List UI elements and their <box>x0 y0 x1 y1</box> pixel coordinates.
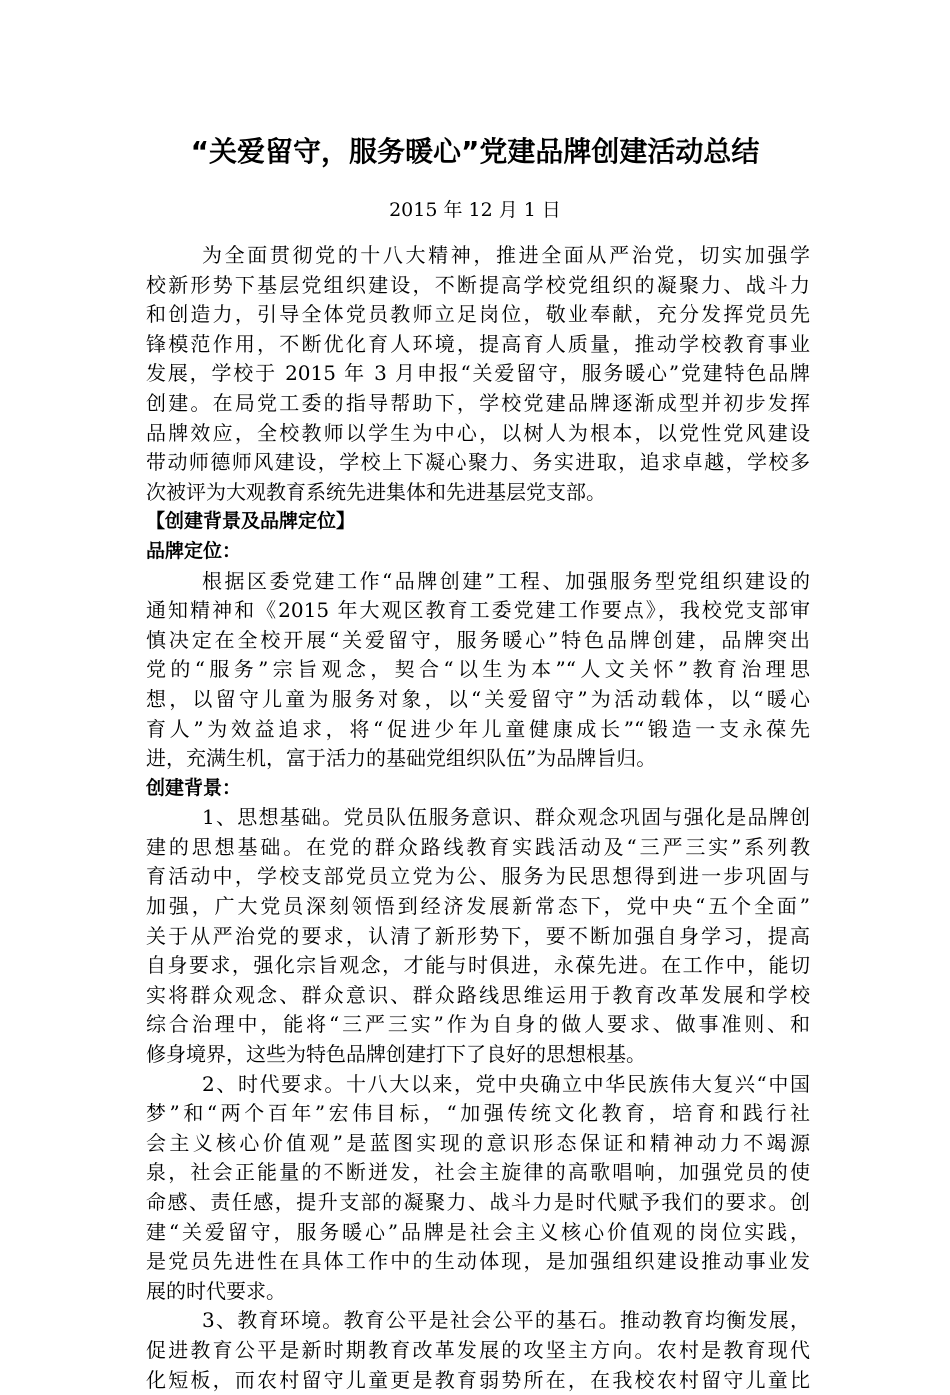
section-heading: 品牌定位： <box>146 539 242 562</box>
body-text-line: 党的“服务”宗旨观念，契合“以生为本”“人文关怀”教育治理思 <box>146 657 810 682</box>
body-text-line: 是党员先进性在具体工作中的生动体现，是加强组织建设推动事业发 <box>146 1249 810 1274</box>
body-text-line: 会主义核心价值观”是蓝图实现的意识形态保证和精神动力不竭源 <box>146 1130 810 1155</box>
body-text-line: 实将群众观念、群众意识、群众路线思维运用于教育改革发展和学校 <box>146 982 810 1007</box>
section-heading: 【创建背景及品牌定位】 <box>146 510 356 533</box>
body-text-line: 修身境界，这些为特色品牌创建打下了良好的思想根基。 <box>146 1042 646 1067</box>
body-text-line: 发展，学校于 2015 年 3 月申报“关爱留守，服务暖心”党建特色品牌 <box>146 361 810 386</box>
document-body <box>146 241 810 1395</box>
body-text-line: 加强，广大党员深刻领悟到经济发展新常态下，党中央“五个全面” <box>146 894 810 919</box>
body-text-line: 进，充满生机，富于活力的基础党组织队伍”为品牌旨归。 <box>146 746 657 771</box>
body-text-line: 创建。在局党工委的指导帮助下，学校党建品牌逐渐成型并初步发挥 <box>146 390 810 415</box>
body-text-line: 育活动中，学校支部党员立党为公、服务为民思想得到进一步巩固与 <box>146 864 810 889</box>
body-text-line: 品牌效应，全校教师以学生为中心，以树人为根本，以党性党风建设 <box>146 420 810 445</box>
body-text-line: 自身要求，强化宗旨观念，才能与时俱进，永葆先进。在工作中，能切 <box>146 953 810 978</box>
body-text-line: 根据区委党建工作“品牌创建”工程、加强服务型党组织建设的 <box>202 568 810 593</box>
document-date: 2015 年 12 月 1 日 <box>389 199 561 221</box>
body-text-line: 通知精神和《2015 年大观区教育工委党建工作要点》，我校党支部审 <box>146 598 810 623</box>
body-text-line: 建的思想基础。在党的群众路线教育实践活动及“三严三实”系列教 <box>146 834 810 859</box>
body-text-line: 校新形势下基层党组织建设，不断提高学校党组织的凝聚力、战斗力 <box>146 272 810 297</box>
body-text-line: 慎决定在全校开展“关爱留守，服务暖心”特色品牌创建，品牌突出 <box>146 627 810 652</box>
document-title: “关爱留守，服务暖心”党建品牌创建活动总结 <box>190 135 760 168</box>
body-text-line: 2、时代要求。十八大以来，党中央确立中华民族伟大复兴“中国 <box>202 1071 810 1096</box>
body-text-line: 想，以留守儿童为服务对象，以“关爱留守”为活动载体，以“暖心 <box>146 686 810 711</box>
body-text-line: 泉，社会正能量的不断迸发，社会主旋律的高歌唱响，加强党员的使 <box>146 1160 810 1185</box>
body-text-line: 带动师德师风建设，学校上下凝心聚力、务实进取，追求卓越，学校多 <box>146 450 810 475</box>
body-text-line: 3、教育环境。教育公平是社会公平的基石。推动教育均衡发展， <box>202 1308 810 1333</box>
section-heading: 创建背景： <box>146 776 242 799</box>
body-text-line: 命感、责任感，提升支部的凝聚力、战斗力是时代赋予我们的要求。创 <box>146 1190 810 1214</box>
body-text-line: 促进教育公平是新时期教育改革发展的攻坚主方向。农村是教育现代 <box>146 1337 810 1362</box>
body-text-line: 化短板，而农村留守儿童更是教育弱势所在，在我校农村留守儿童比 <box>146 1367 810 1392</box>
body-text-line: 综合治理中，能将“三严三实”作为自身的做人要求、做事准则、和 <box>146 1012 810 1037</box>
body-text-line: 1、思想基础。党员队伍服务意识、群众观念巩固与强化是品牌创 <box>202 805 810 830</box>
body-text-line: 关于从严治党的要求，认清了新形势下，要不断加强自身学习，提高 <box>146 923 810 948</box>
body-text-line: 为全面贯彻党的十八大精神，推进全面从严治党，切实加强学 <box>202 243 810 267</box>
body-text-line: 育人”为效益追求，将“促进少年儿童健康成长”“锻造一支永葆先 <box>146 716 810 741</box>
body-text-line: 和创造力，引导全体党员教师立足岗位，敬业奉献，充分发挥党员先 <box>146 302 810 327</box>
body-text-line: 展的时代要求。 <box>146 1278 286 1303</box>
body-text-line: 建“关爱留守，服务暖心”品牌是社会主义核心价值观的岗位实践， <box>146 1219 810 1244</box>
body-text-line: 锋模范作用，不断优化育人环境，提高育人质量，推动学校教育事业 <box>146 331 810 356</box>
body-text-line: 梦”和“两个百年”宏伟目标，“加强传统文化教育，培育和践行社 <box>146 1101 810 1126</box>
body-text-line: 次被评为大观教育系统先进集体和先进基层党支部。 <box>146 479 606 504</box>
